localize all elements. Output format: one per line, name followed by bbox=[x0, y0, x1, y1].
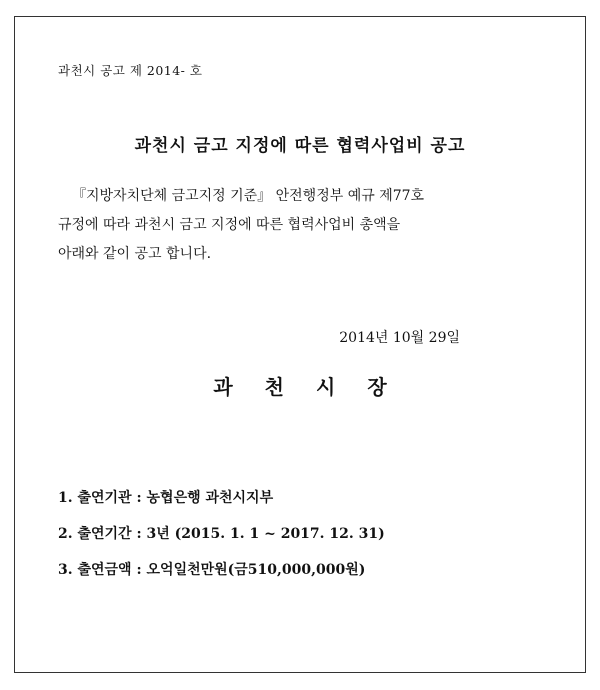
detail-item-period bbox=[58, 516, 385, 552]
notice-number: 과천시 공고 제 2014- 호 bbox=[58, 63, 203, 78]
document-title: 과천시 금고 지정에 따른 협력사업비 공고 bbox=[134, 136, 466, 156]
notice-body bbox=[58, 182, 548, 269]
detail-value: 농협은행 과천시지부 bbox=[146, 490, 274, 506]
detail-item-amount bbox=[58, 552, 385, 588]
detail-label: 1. 출연기관 : bbox=[58, 490, 147, 506]
detail-label: 2. 출연기간 : bbox=[58, 526, 147, 542]
detail-value: 오억일천만원(금510,000,000원) bbox=[146, 562, 366, 578]
notice-date: 2014년 10월 29일 bbox=[339, 330, 460, 346]
detail-label: 3. 출연금액 : bbox=[58, 562, 147, 578]
details-list bbox=[58, 480, 385, 588]
issuer-name: 과천시장 bbox=[213, 375, 419, 399]
body-line: 규정에 따라 과천시 금고 지정에 따른 협력사업비 총액을 bbox=[58, 217, 401, 233]
detail-value: 3년 (2015. 1. 1 ~ 2017. 12. 31) bbox=[146, 526, 385, 542]
detail-item-institution bbox=[58, 480, 385, 516]
body-line: 『지방자치단체 금고지정 기준』 안전행정부 예규 제77호 bbox=[72, 188, 425, 204]
body-line: 아래와 같이 공고 합니다. bbox=[58, 246, 212, 262]
